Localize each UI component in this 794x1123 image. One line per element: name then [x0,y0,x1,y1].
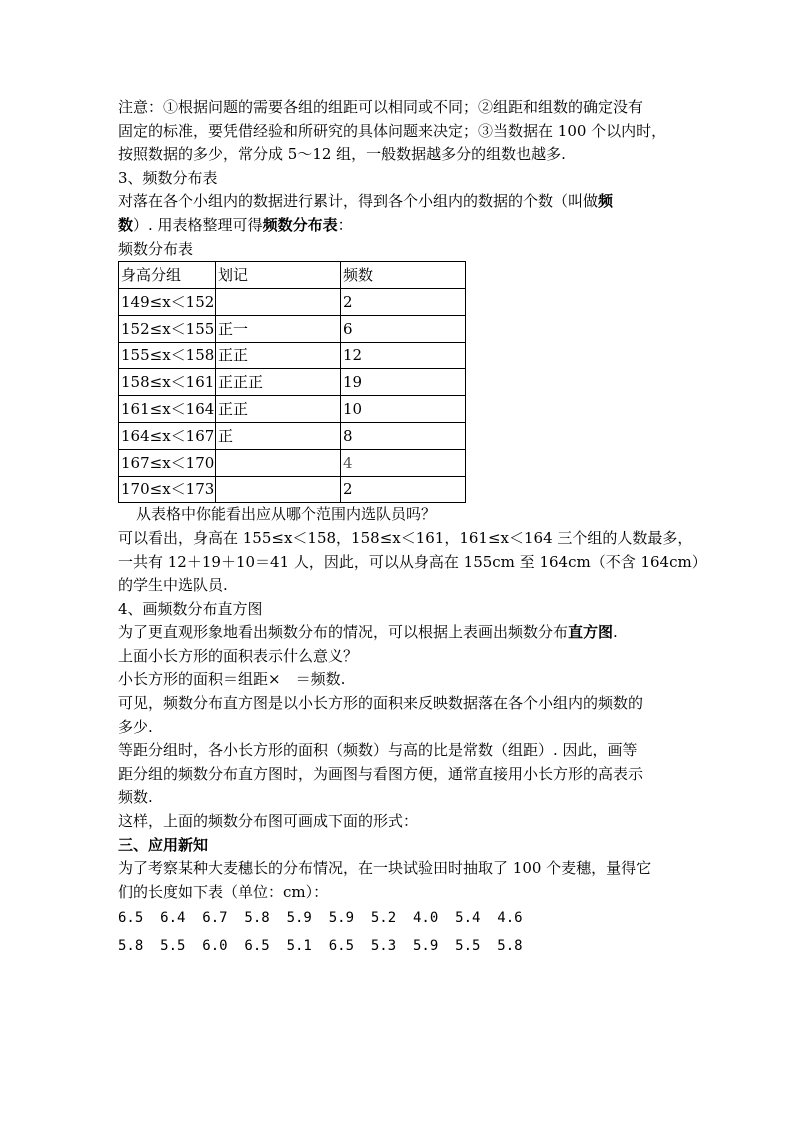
table-cell: 2 [341,288,466,315]
table-cell: 158≤x＜161 [119,369,216,396]
table-cell: 正正正 [216,369,341,396]
data-row-2: 5.8 5.5 6.0 6.5 5.1 6.5 5.3 5.9 5.5 5.8 [118,938,523,955]
table-row [119,396,466,423]
table-cell: 6 [341,315,466,342]
table-header-cell: 划记 [216,262,341,289]
table-cell [216,288,341,315]
section-4-paragraph-3-line-1: 等距分组时，各小长方形的面积（频数）与高的比是常数（组距）. 因此，画等 [118,741,638,760]
section-3-title: 3、频数分布表 [118,168,218,187]
table-cell: 正 [216,422,341,449]
table-cell: 167≤x＜170 [119,449,216,476]
analysis-line-2: 一共有 12＋19＋10＝41 人，因此，可以从身高在 155cm 至 164cm（不含 164cm） [118,552,707,571]
frequency-table [118,261,466,503]
table-cell: 170≤x＜173 [119,476,216,503]
table-cell: 正正 [216,396,341,423]
section-4-paragraph-3-line-3: 频数. [118,788,153,807]
table-cell [216,449,341,476]
section-4-paragraph-1: 为了更直观形象地看出频数分布的情况，可以根据上表画出频数分布直方图. [118,623,618,642]
data-row-1: 6.5 6.4 6.7 5.8 5.9 5.9 5.2 4.0 5.4 4.6 [118,910,523,927]
table-caption: 频数分布表 [118,239,194,258]
section-4-paragraph-3-line-2: 距分组的频数分布直方图时，为画图与看图方便，通常直接用小长方形的高表示 [118,764,644,783]
table-cell [216,476,341,503]
table-cell: 正一 [216,315,341,342]
section-4-paragraph-2-line-2: 多少. [118,717,153,736]
document-page [118,96,707,960]
section-apply-title: 三、应用新知 [118,835,209,854]
section-4-paragraph-2-line-1: 可见，频数分布直方图是以小长方形的面积来反映数据落在各个小组内的频数的 [118,694,644,713]
section-apply-paragraph-line-2: 们的长度如下表（单位：cm）： [118,882,329,901]
table-cell: 161≤x＜164 [119,396,216,423]
table-cell: 12 [341,342,466,369]
table-row [119,369,466,396]
table-row [119,449,466,476]
section-4-formula: 小长方形的面积＝组距× ＝频数. [118,670,346,689]
note-line-2: 固定的标准，要凭借经验和所研究的具体问题来决定；③当数据在 100 个以内时， [118,121,667,140]
table-header-cell: 频数 [341,262,466,289]
table-row [119,288,466,315]
table-cell: 164≤x＜167 [119,422,216,449]
table-cell: 4 [341,449,466,476]
section-4-paragraph-4: 这样，上面的频数分布图可画成下面的形式： [118,812,419,831]
table-header-cell: 身高分组 [119,262,216,289]
note-line-3: 按照数据的多少，常分成 5～12 组，一般数据越多分的组数也越多. [118,145,566,164]
section-4-question: 上面小长方形的面积表示什么意义？ [118,646,359,665]
section-4-title: 4、画频数分布直方图 [118,599,263,618]
table-row [119,342,466,369]
section-3-paragraph-line-1: 对落在各个小组内的数据进行累计，得到各个小组内的数据的个数（叫做频 [118,192,614,211]
table-row [119,476,466,503]
table-cell: 2 [341,476,466,503]
table-cell: 149≤x＜152 [119,288,216,315]
table-cell: 8 [341,422,466,449]
table-cell: 155≤x＜158 [119,342,216,369]
table-cell: 19 [341,369,466,396]
table-row [119,315,466,342]
table-cell: 正正 [216,342,341,369]
table-cell: 10 [341,396,466,423]
table-cell: 152≤x＜155 [119,315,216,342]
analysis-question: 从表格中你能看出应从哪个范围内选队员吗？ [136,505,437,524]
note-line-1: 注意：①根据问题的需要各组的组距可以相同或不同；②组距和组数的确定没有 [118,98,644,116]
analysis-line-1: 可以看出，身高在 155≤x＜158，158≤x＜161，161≤x＜164 三个组的人数最多， [118,528,693,547]
table-row [119,422,466,449]
table-header-row [119,262,466,289]
section-apply-paragraph-line-1: 为了考察某种大麦穗长的分布情况，在一块试验田时抽取了 100 个麦穗，量得它 [118,859,652,878]
analysis-line-3: 的学生中选队员. [118,576,228,595]
section-3-paragraph-line-2: 数）. 用表格整理可得频数分布表： [118,215,353,234]
